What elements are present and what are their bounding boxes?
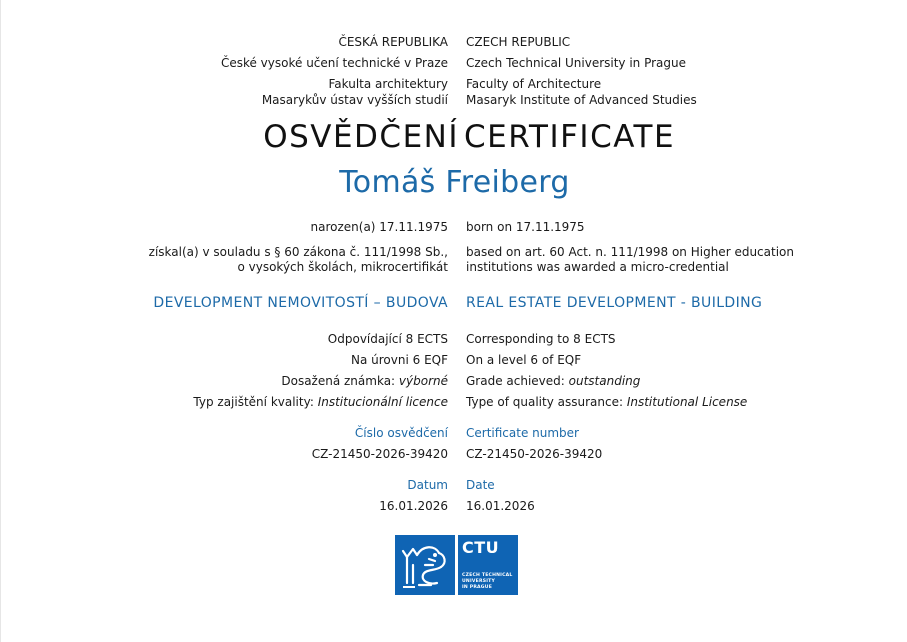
program-en: REAL ESTATE DEVELOPMENT - BUILDING (466, 295, 763, 311)
grade-label-en: Grade achieved: (466, 374, 569, 388)
country-en: CZECH REPUBLIC (466, 35, 571, 49)
university-en: Czech Technical University in Prague (466, 56, 687, 70)
grade-en (466, 374, 640, 389)
ctu-line-1: CZECH TECHNICAL (462, 573, 513, 578)
grade-label-cz: Dosažená známka: (281, 374, 399, 388)
date-cz: 16.01.2026 (379, 499, 448, 513)
certificate-number-cz: CZ-21450-2026-39420 (311, 447, 448, 461)
birth-en: born on 17.11.1975 (466, 220, 585, 234)
award-en-line2: institutions was awarded a micro-credential (466, 260, 729, 274)
certificate-number-label-en: Certificate number (466, 426, 579, 440)
ctu-wordmark-text: CTU (462, 538, 500, 557)
title-en: CERTIFICATE (464, 119, 676, 155)
birth-cz: narozen(a) 17.11.1975 (310, 220, 448, 234)
institute-cz: Masarykův ústav vyšších studií (261, 93, 448, 107)
award-cz-line1: získal(a) v souladu s § 60 zákona č. 111/1998 Sb., (148, 245, 448, 259)
quality-label-en: Type of quality assurance: (466, 395, 627, 409)
ects-cz: Odpovídající 8 ECTS (327, 332, 448, 346)
quality-cz (193, 395, 448, 410)
ctu-logo (395, 535, 518, 595)
quality-value-en: Institutional License (626, 395, 748, 409)
ctu-lion-emblem-icon (395, 535, 455, 595)
faculty-en: Faculty of Architecture (466, 77, 602, 91)
ctu-line-3: IN PRAGUE (462, 585, 493, 590)
lion-emblem-graphic (395, 535, 455, 595)
date-label-cz: Datum (407, 478, 448, 492)
quality-en (466, 395, 747, 410)
program-cz: DEVELOPMENT NEMOVITOSTÍ – BUDOVA (153, 295, 448, 311)
ects-en: Corresponding to 8 ECTS (466, 332, 616, 346)
date-label-en: Date (466, 478, 495, 492)
eqf-cz: Na úrovni 6 EQF (351, 353, 448, 367)
recipient-name: Tomáš Freiberg (339, 165, 570, 200)
grade-value-cz: výborné (398, 374, 448, 388)
date-en: 16.01.2026 (466, 499, 535, 513)
award-cz-line2: o vysokých školách, mikrocertifikát (237, 260, 448, 274)
eqf-en: On a level 6 of EQF (466, 353, 582, 367)
title-cz: OSVĚDČENÍ (263, 119, 459, 155)
quality-label-cz: Typ zajištění kvality: (193, 395, 318, 409)
grade-value-en: outstanding (568, 374, 641, 388)
ctu-line-2: UNIVERSITY (462, 579, 495, 584)
grade-cz (281, 374, 448, 389)
certificate-number-en: CZ-21450-2026-39420 (466, 447, 603, 461)
faculty-cz: Fakulta architektury (328, 77, 448, 91)
institute-en: Masaryk Institute of Advanced Studies (466, 93, 697, 107)
ctu-wordmark (458, 535, 518, 595)
award-en-line1: based on art. 60 Act. n. 111/1998 on Higher education (466, 245, 794, 259)
university-cz: České vysoké učení technické v Praze (220, 56, 448, 70)
certificate-number-label-cz: Číslo osvědčení (354, 426, 448, 440)
quality-value-cz: Institucionální licence (317, 395, 448, 409)
country-cz: ČESKÁ REPUBLIKA (338, 35, 448, 49)
